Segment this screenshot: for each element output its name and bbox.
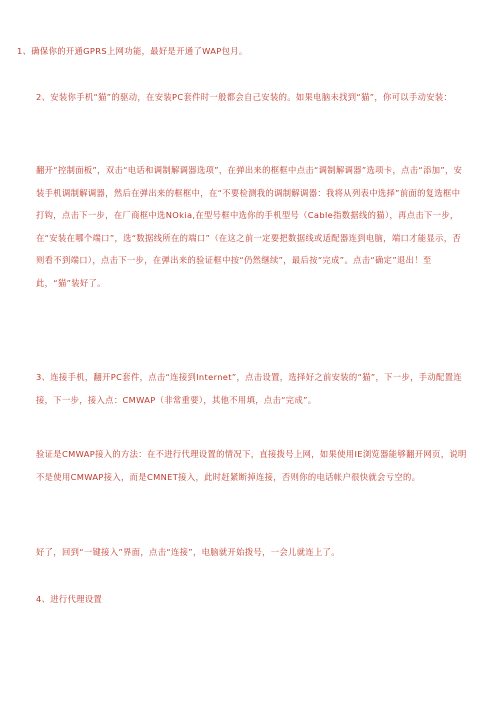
paragraph-4-connect: 3、连接手机，翻开PC套件，点击“连接到Internet”，点击设置，选择好之前安装的“猫”，下一步，手动配置连接，下一步，接入点：CMWAP（非常重要），其他不用填，点击“完成”。: [36, 372, 462, 405]
paragraph-5-verify: 验证是CMWAP接入的方法：在不进行代理设置的情况下，直接拨号上网，如果使用IE浏览器能够翻开网页，说明不是使用CMWAP接入，而是CMNET接入，此时赶紧断掉连接，否则你的电话帐户很快就会亏空的。: [36, 449, 467, 482]
paragraph-6-dial: 好了，回到“一键接入”界面，点击“连接”，电脑就开始拨号，一会儿就连上了。: [36, 547, 340, 557]
paragraph-2-driver: 2、安装你手机“猫”的驱动，在安装PC套件时一般都会自己安装的。如果电脑未找到“猫”，你可以手动安装：: [36, 92, 453, 102]
paragraph-1-gprs: 1、确保你的开通GPRS上网功能，最好是开通了WAP包月。: [17, 46, 248, 56]
paragraph-7-proxy: 4、进行代理设置: [36, 594, 103, 604]
paragraph-3-control-panel: 翻开“控制面板”，双击“电话和调制解调器选项”，在弹出来的框框中点击“调制解调器”选项卡，点击“添加”，安装手机调制解调器，然后在弹出来的框框中，在“不要检测我的调制解调器：我将从列表中选择”前面的复选框中打钩，点击下一步，在厂商框中选NOkia,在型号框中选你的手机型号（Cable指数据线的猫），再点击下一步，在“安装在哪个端口”，选“数据线所在的端口”（在这之前一定要把数据线或适配器连到电脑，端口才能显示，否则看不到端口），点击下一步，在弹出来的验证框中按“仍然继续”，最后按“完成”。点击“确定”退出！至此，“猫”装好了。: [36, 165, 463, 288]
